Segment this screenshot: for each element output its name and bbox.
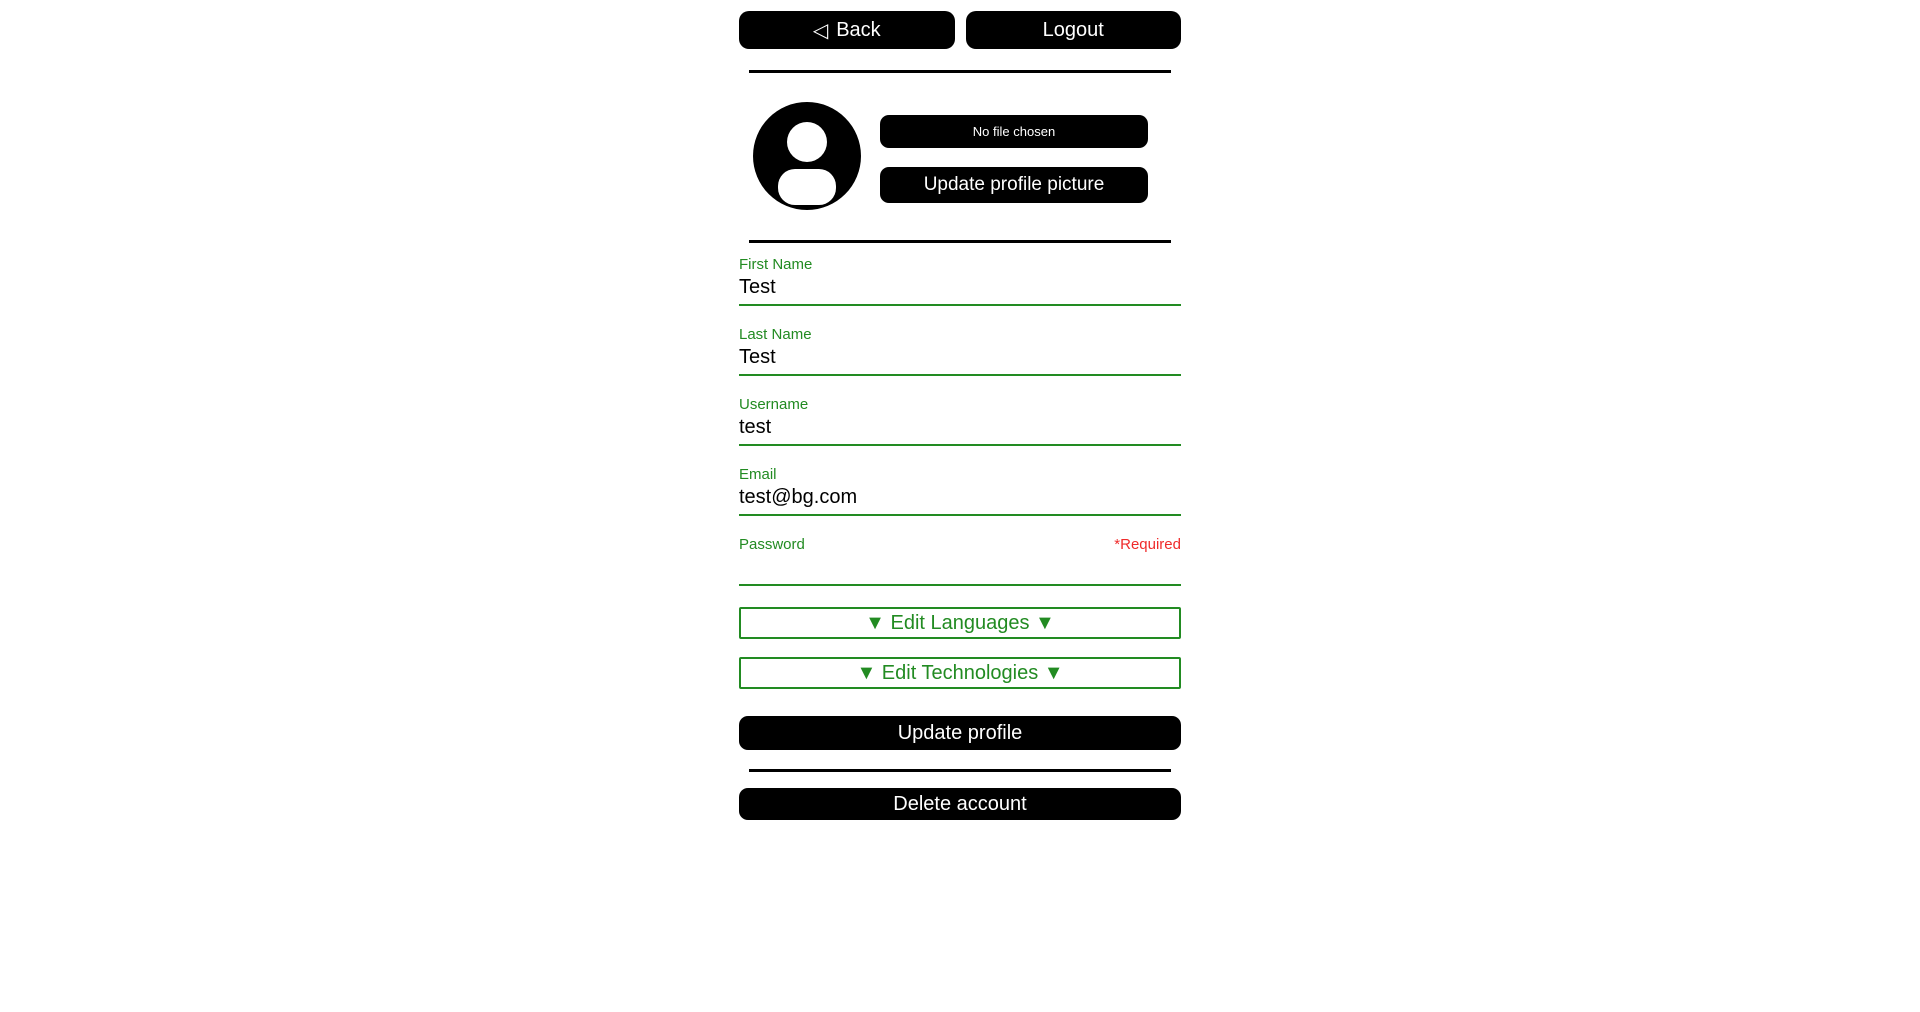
required-note: *Required <box>1114 536 1181 553</box>
password-label: Password <box>739 536 805 553</box>
delete-account-label: Delete account <box>893 792 1027 815</box>
profile-picture-section <box>753 102 1148 210</box>
email-input[interactable] <box>739 484 1181 514</box>
last-name-input[interactable] <box>739 344 1181 374</box>
profile-page <box>739 11 1181 820</box>
update-profile-button[interactable] <box>739 716 1181 750</box>
update-profile-label: Update profile <box>897 721 1023 744</box>
avatar <box>753 102 861 210</box>
logout-button-label: Logout <box>1042 18 1104 41</box>
file-status-label: No file chosen <box>972 124 1056 139</box>
password-field-group <box>739 535 1181 586</box>
first-name-input[interactable] <box>739 274 1181 304</box>
last-name-label: Last Name <box>739 326 812 343</box>
email-label: Email <box>739 466 777 483</box>
first-name-label: First Name <box>739 256 813 273</box>
edit-technologies-button[interactable] <box>739 657 1181 689</box>
password-label-row <box>739 535 1181 554</box>
edit-technologies-label: ▼ Edit Technologies ▼ <box>856 661 1064 684</box>
password-input[interactable] <box>739 554 1181 584</box>
person-icon <box>753 102 861 210</box>
first-name-field-group <box>739 255 1181 306</box>
top-button-row <box>739 11 1181 49</box>
picture-buttons-column <box>880 102 1148 203</box>
delete-account-button[interactable] <box>739 788 1181 820</box>
file-chooser-button[interactable] <box>880 115 1148 148</box>
divider-avatar <box>749 240 1171 243</box>
divider-top <box>749 70 1171 73</box>
divider-delete <box>749 769 1171 772</box>
back-button[interactable] <box>739 11 955 49</box>
email-field-group <box>739 465 1181 516</box>
username-input[interactable] <box>739 414 1181 444</box>
logout-button[interactable] <box>966 11 1182 49</box>
back-button-label: Back <box>836 18 881 41</box>
update-profile-picture-button[interactable] <box>880 167 1148 203</box>
edit-languages-label: ▼ Edit Languages ▼ <box>865 611 1055 634</box>
back-arrow-icon: ◁ <box>812 19 829 42</box>
username-field-group <box>739 395 1181 446</box>
edit-languages-button[interactable] <box>739 607 1181 639</box>
last-name-field-group <box>739 325 1181 376</box>
username-label: Username <box>739 396 809 413</box>
update-picture-label: Update profile picture <box>923 174 1105 195</box>
